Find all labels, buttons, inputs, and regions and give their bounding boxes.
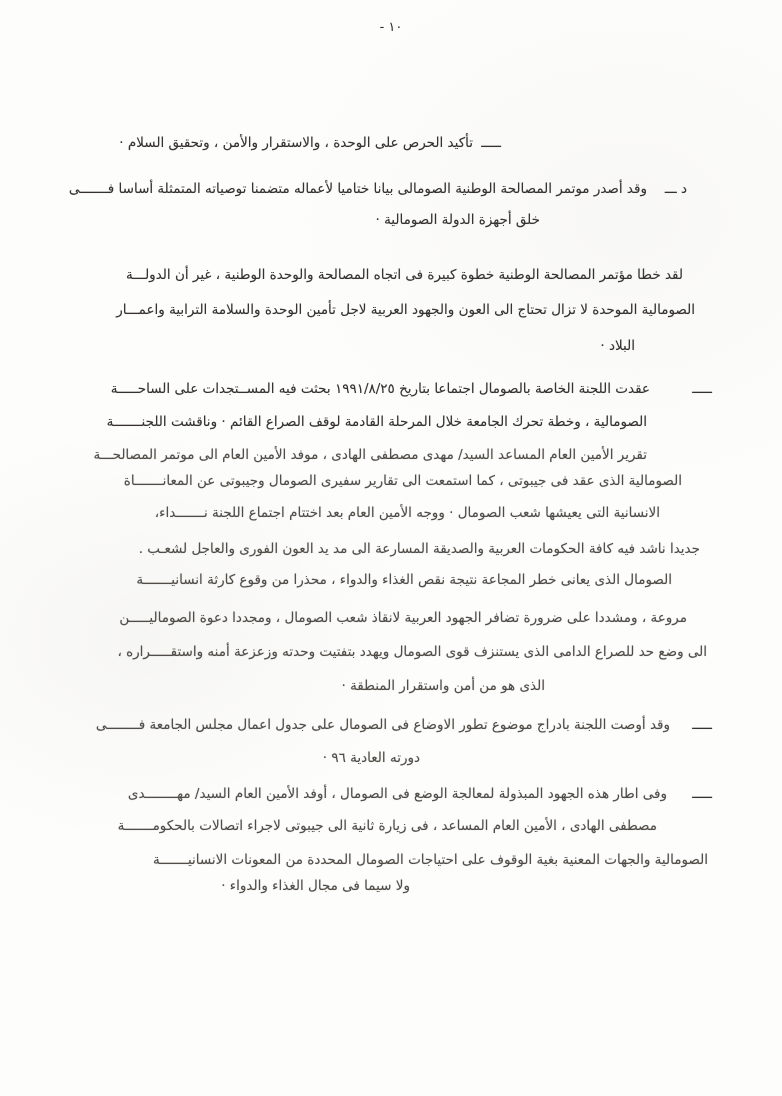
paragraph-line: ولا سيما فى مجال الغذاء والدواء · <box>221 878 410 894</box>
paragraph-line: جديدا ناشد فيه كافة الحكومات العربية والصديقة المسارعة الى مد يد العون الفورى والعاجل لشعـب . <box>138 541 700 557</box>
paragraph-line: الذى هو من أمن واستقرار المنطقة · <box>341 678 545 694</box>
list-dash-marker: ـــــ <box>692 381 712 397</box>
paragraph-line: لقد خطا مؤتمر المصالحة الوطنية خطوة كبيرة فى اتجاه المصالحة والوحدة الوطنية ، غير أن الدولـــة <box>125 267 683 283</box>
page-number: - ١٠ <box>379 20 403 35</box>
paragraph-line: عقدت اللجنة الخاصة بالصومال اجتماعا بتاريخ ١٩٩١/٨/٢٥ بحثت فيه المســتجدات على الساحـــــة <box>110 381 650 397</box>
paragraph-line: الصومال الذى يعانى خطر المجاعة نتيجة نقص الغذاء والدواء ، محذرا من وقوع كارثة انسانيـــــــة <box>136 572 672 588</box>
paragraph-line: وقد أوصت اللجنة بادراج موضوع تطور الاوضاع فى الصومال على جدول اعمال مجلس الجامعة فــــــــى <box>95 717 670 733</box>
paragraph-line: وفى اطار هذه الجهود المبذولة لمعالجة الوضع فى الصومال ، أوفد الأمين العام السيد/ مهــــــــدى <box>127 786 667 802</box>
paragraph-line: الصومالية والجهات المعنية بغية الوقوف على احتياجات الصومال المحددة من المعونات الانسانيـــــــة <box>153 852 708 868</box>
paragraph-line: خلق أجهزة الدولة الصومالية · <box>375 212 540 228</box>
paragraph-line: وقد أصدر موتمر المصالحة الوطنية الصومالى بيانا ختاميا لأعماله متضمنا توصياته المتمثلة أساسا فـــــــى <box>68 181 647 197</box>
paragraph-line: تأكيد الحرص على الوحدة ، والاستقرار والأمن ، وتحقيق السلام · <box>119 135 473 151</box>
item-d-marker: د ـــ <box>664 181 687 197</box>
paragraph-line: تقرير الأمين العام المساعد السيد/ مهدى مصطفى الهادى ، موفد الأمين العام الى موتمر المصالحـــة <box>93 447 647 463</box>
paragraph-line: مروعة ، ومشددا على ضرورة تضافر الجهود العربية لانقاذ شعب الصومال ، ومجددا دعوة الصوماليـــــن <box>119 610 687 626</box>
paragraph-line: دورته العادية ٩٦ · <box>322 750 420 766</box>
paragraph-line: الانسانية التى يعيشها شعب الصومال · ووجه الأمين العام بعد اختتام اجتماع اللجنة نـــــــداء، <box>154 505 660 521</box>
paragraph-line: الصومالية الذى عقد فى جيبوتى ، كما استمعت الى تقارير سفيرى الصومال وجيبوتى عن المعانـــــــاة <box>123 473 682 489</box>
list-dash-marker: ـــــ <box>692 786 712 802</box>
paragraph-line: البلاد · <box>600 338 635 354</box>
paragraph-line: مصطفى الهادى ، الأمين العام المساعد ، فى زيارة ثانية الى جيبوتى لاجراء اتصالات بالحكومـــــــة <box>117 818 657 834</box>
paragraph-line: الى وضع حد للصراع الدامى الذى يستنزف قوى الصومال ويهدد بتفتيت وحدته وزعزعة أمنه واستقـــــراره ، <box>117 644 707 660</box>
list-dash-marker: ـــــ <box>692 717 712 733</box>
paragraph-line: الصومالية ، وخطة تحرك الجامعة خلال المرحلة القادمة لوقف الصراع القائم · وناقشت اللجنـــــــة <box>106 414 647 430</box>
list-dash-marker: ـــــ <box>481 135 501 151</box>
paragraph-line: الصومالية الموحدة لا تزال تحتاج الى العون والجهود العربية لاجل تأمين الوحدة والسلامة الترابية واعمـــار <box>116 302 695 318</box>
